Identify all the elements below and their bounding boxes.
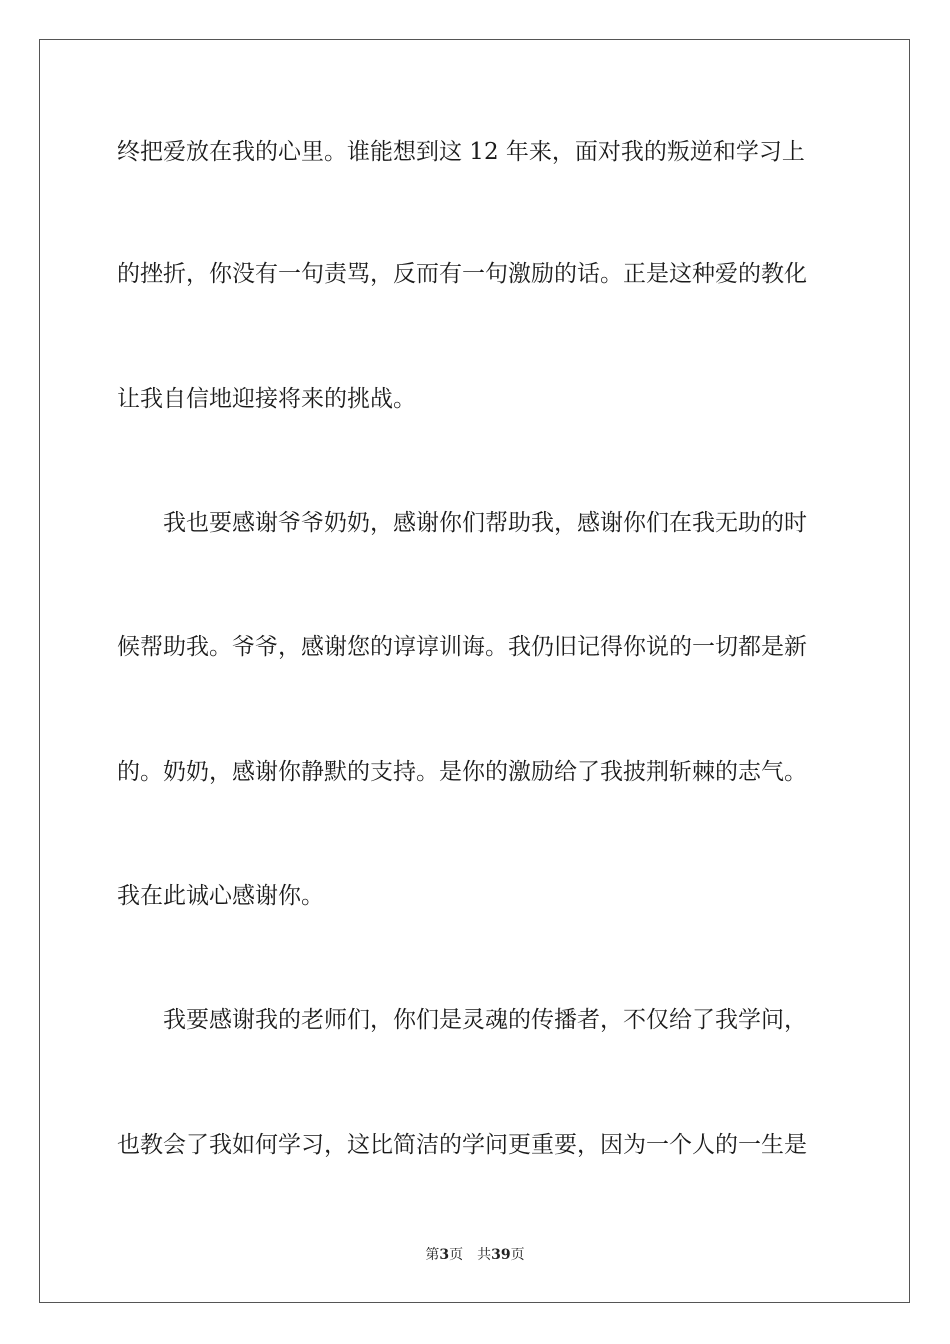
total-pages: 39	[491, 1247, 511, 1263]
text-line-1: 终把爱放在我的心里。谁能想到这 12 年来，面对我的叛逆和学习上	[117, 139, 805, 165]
text-line-8: 我要感谢我的老师们，你们是灵魂的传播者，不仅给了我学问，	[163, 1007, 807, 1033]
text-line-3: 让我自信地迎接将来的挑战。	[117, 386, 416, 412]
text-line-9: 也教会了我如何学习，这比简洁的学问更重要，因为一个人的一生是	[117, 1132, 807, 1158]
text-line-2: 的挫折，你没有一句责骂，反而有一句激励的话。正是这种爱的教化	[117, 261, 807, 287]
page-footer	[0, 1246, 950, 1264]
text-line-6: 的。奶奶，感谢你静默的支持。是你的激励给了我披荆斩棘的志气。	[117, 759, 807, 785]
text-line-4: 我也要感谢爷爷奶奶，感谢你们帮助我，感谢你们在我无助的时	[163, 510, 807, 536]
page-frame	[39, 39, 910, 1303]
total-prefix: 共	[477, 1247, 492, 1263]
page-number: 3	[439, 1247, 450, 1263]
page-prefix: 第	[425, 1247, 440, 1263]
page-suffix: 页	[449, 1247, 464, 1263]
text-line-7: 我在此诚心感谢你。	[117, 883, 324, 909]
text-line-5: 候帮助我。爷爷，感谢您的谆谆训诲。我仍旧记得你说的一切都是新	[117, 634, 807, 660]
total-suffix: 页	[510, 1247, 525, 1263]
